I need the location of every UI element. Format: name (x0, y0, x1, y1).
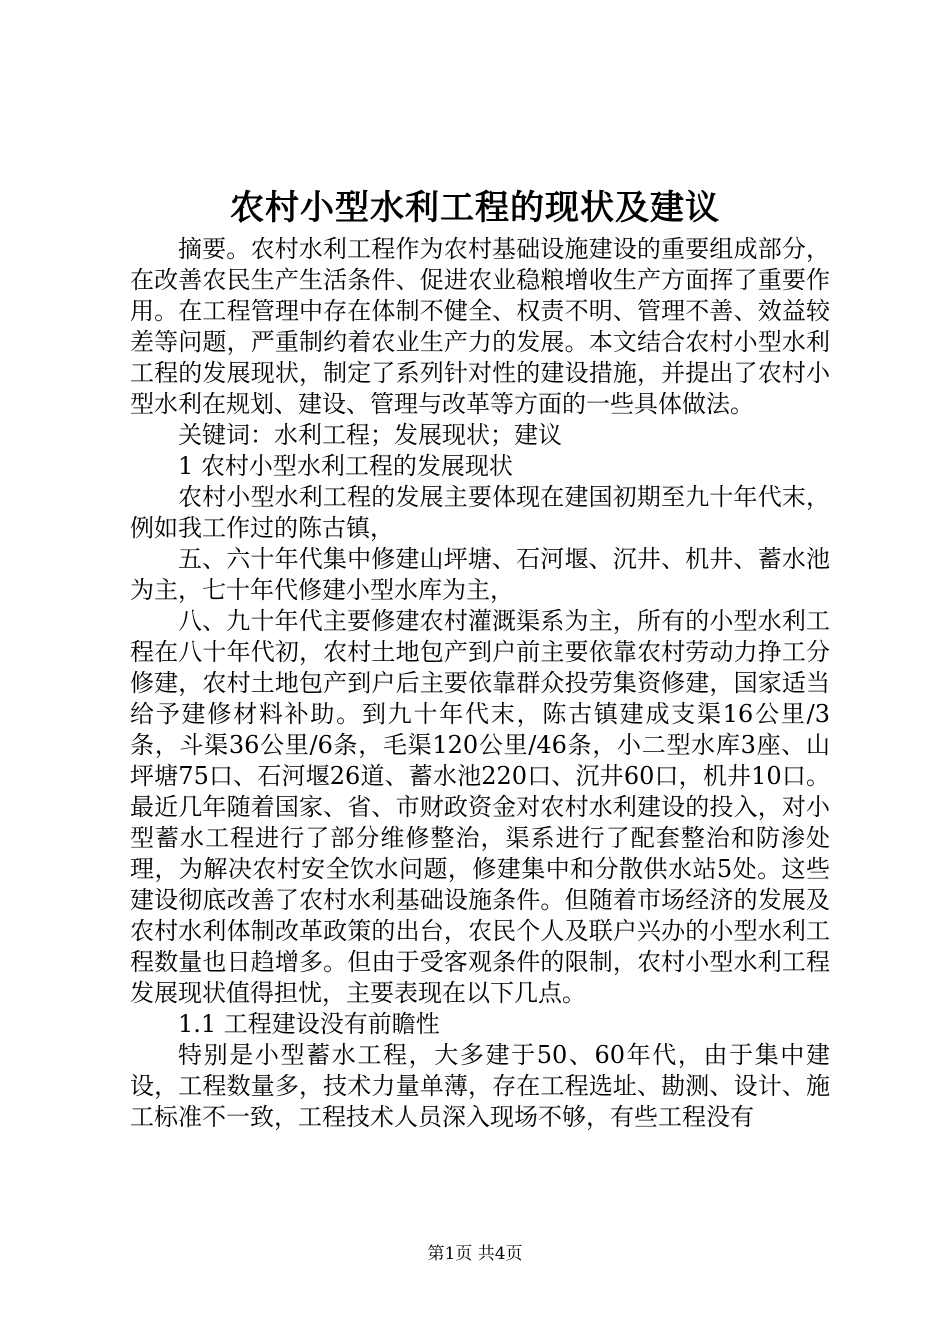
section-heading-1-1: 1.1 工程建设没有前瞻性 (178, 1010, 440, 1038)
body-paragraph: 农村小型水利工程的发展主要体现在建国初期至九十年代末，例如我工作过的陈古镇， (130, 483, 830, 542)
abstract-paragraph: 摘要。农村水利工程作为农村基础设施建设的重要组成部分，在改善农民生产生活条件、促进农业稳粮增收生产方面挥了重要作用。在工程管理中存在体制不健全、权责不明、管理不善、效益较差等问题，严重制约着农业生产力的发展。本文结合农村小型水利工程的发展现状，制定了系列针对性的建设措施，并提出了农村小型水利在规划、建设、管理与改革等方面的一些具体做法。 (130, 235, 830, 418)
document-body (130, 234, 830, 1133)
section-heading-1: 1 农村小型水利工程的发展现状 (178, 452, 513, 480)
page-footer: 第1页 共4页 (427, 1244, 523, 1264)
keywords-line: 关键词：水利工程；发展现状；建议 (178, 421, 562, 449)
body-paragraph: 八、九十年代主要修建农村灌溉渠系为主，所有的小型水利工程在八十年代初，农村土地包产到户前主要依靠农村劳动力挣工分修建，农村土地包产到户后主要依靠群众投劳集资修建，国家适当给予建修材料补助。到九十年代末，陈古镇建成支渠16公里/3条，斗渠36公里/6条，毛渠120公里/46条，小二型水库3座、山坪塘75口、石河堰26道、蓄水池220口、沉井60口，机井10口。最近几年随着国家、省、市财政资金对农村水利建设的投入，对小型蓄水工程进行了部分维修整治，渠系进行了配套整治和防渗处理，为解决农村安全饮水问题，修建集中和分散供水站5处。这些建设彻底改善了农村水利基础设施条件。但随着市场经济的发展及农村水利体制改革政策的出台，农民个人及联户兴办的小型水利工程数量也日趋增多。但由于受客观条件的限制，农村小型水利工程发展现状值得担忧，主要表现在以下几点。 (130, 607, 830, 1007)
body-paragraph: 特别是小型蓄水工程，大多建于50、60年代，由于集中建设，工程数量多，技术力量单薄，存在工程选址、勘测、设计、施工标准不一致，工程技术人员深入现场不够，有些工程没有 (130, 1041, 830, 1131)
body-paragraph: 五、六十年代集中修建山坪塘、石河堰、沉井、机井、蓄水池为主，七十年代修建小型水库为主， (130, 545, 830, 604)
document-title: 农村小型水利工程的现状及建议 (230, 188, 720, 228)
